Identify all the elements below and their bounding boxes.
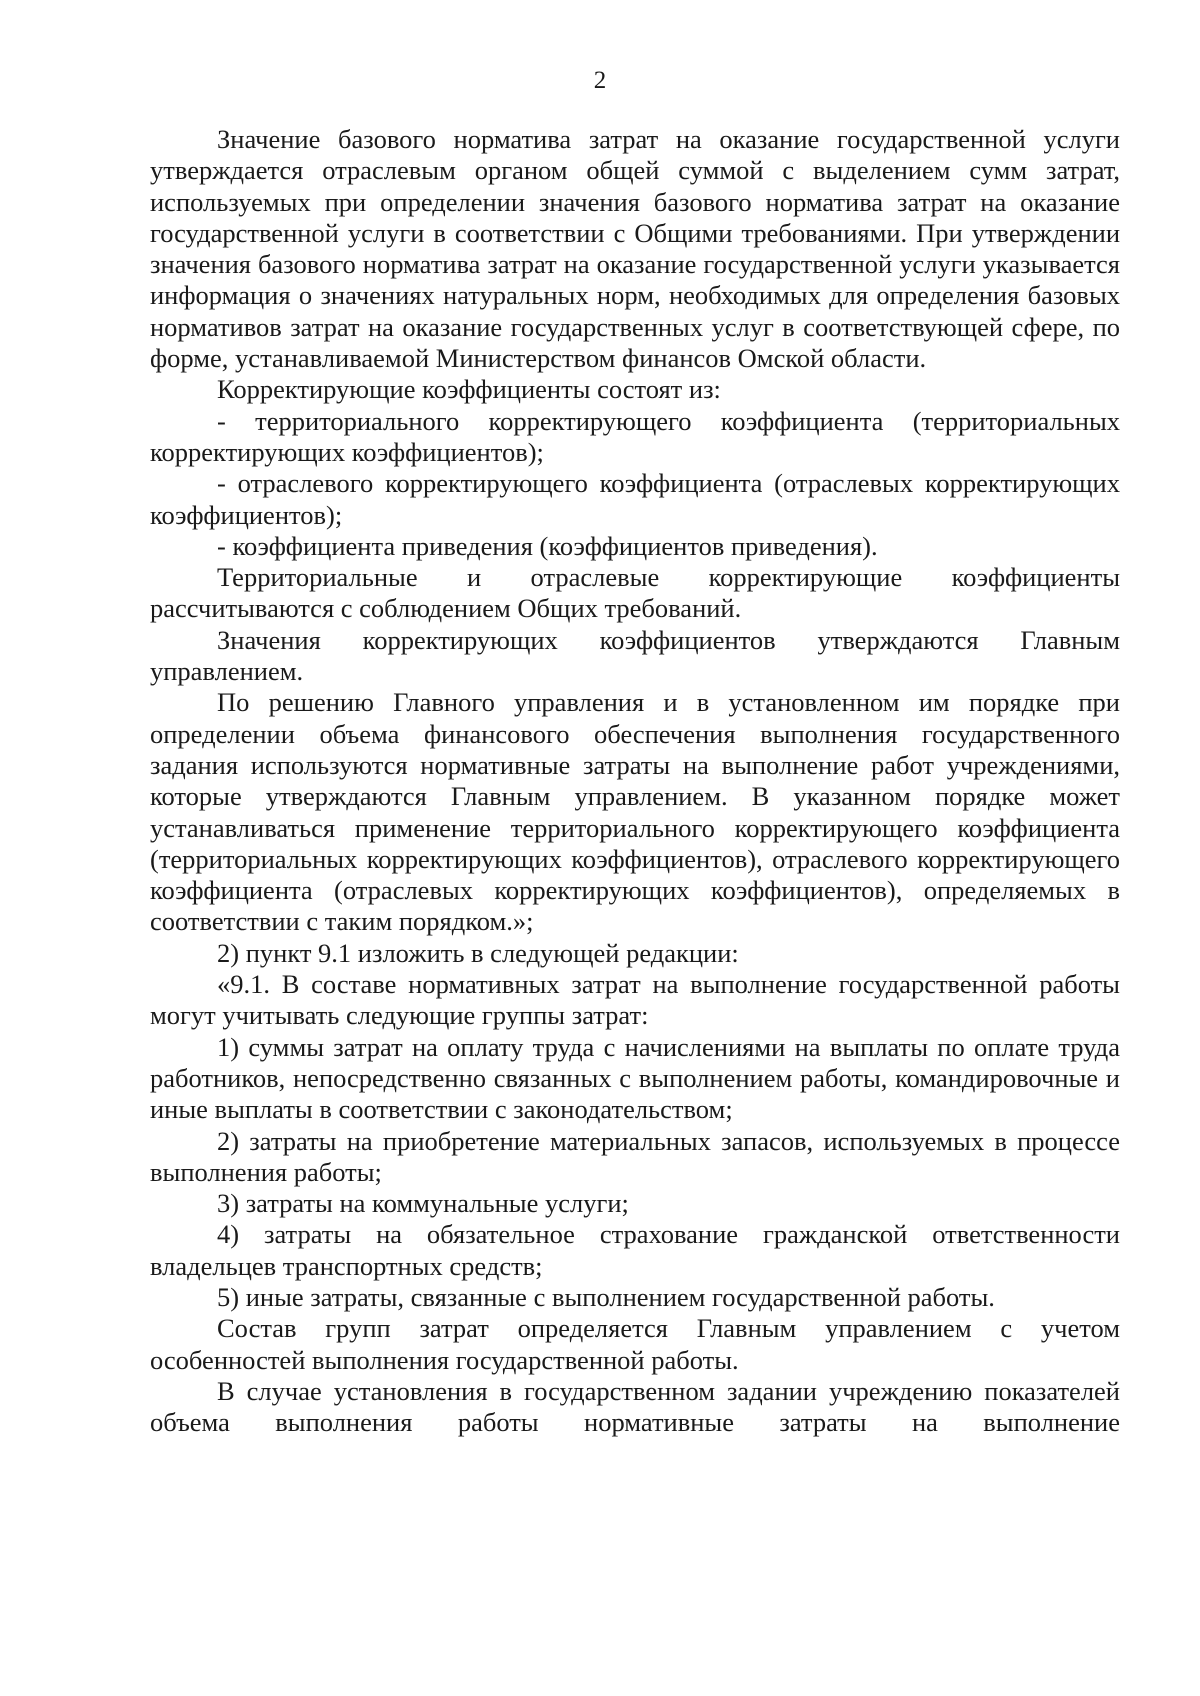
paragraph-coefficients-intro: Корректирующие коэффициенты состоят из: [217,374,721,405]
page-number: 2 [593,67,607,94]
paragraph-clause-9-1: «9.1. В составе нормативных затрат на выполнение государственной работы могут учитывать следующие группы затрат: [150,969,1120,1031]
list-item-labor-costs: 1) суммы затрат на оплату труда с начислениями на выплаты по оплате труда работников, непосредственно связанных с выполнением работы, командировочные и иные выплаты в соответствии с законодательством; [150,1031,1120,1125]
paragraph-coefficients-approval: Значения корректирующих коэффициентов утверждаются Главным управлением. [150,624,1120,687]
list-item-utility-costs: 3) затраты на коммунальные услуги; [217,1188,629,1219]
paragraph-coefficients-calculation: Территориальные и отраслевые корректирующие коэффициенты рассчитываются с соблюдением Общих требований. [150,562,1120,624]
paragraph-sectoral-coefficient: - отраслевого корректирующего коэффициента (отраслевых корректирующих коэффициентов); [150,468,1120,530]
paragraph-volume-indicators: В случае установления в государственном задании учреждению показателей объема выполнения работы нормативные затраты на выполнение [150,1375,1120,1438]
paragraph-reduction-coefficient: - коэффициента приведения (коэффициентов приведения). [217,530,878,561]
list-item-material-costs: 2) затраты на приобретение материальных запасов, используемых в процессе выполнения работы; [150,1125,1120,1187]
document-body [150,124,1120,1438]
list-item-other-costs: 5) иные затраты, связанные с выполнением государственной работы. [217,1281,995,1312]
paragraph-main-directorate-decision: По решению Главного управления и в установленном им порядке при определении объема финансового обеспечения выполнения государственного задания используются нормативные затраты на выполнение работ учреждениями, которые утверждаются Главным управлением. В указанном порядке может устанавливаться применение территориального корректирующего коэффициента (территориальных корректирующих коэффициентов), отраслевого корректирующего коэффициента (отраслевых корректирующих коэффициентов), определяемых в соответствии с таким порядком.»; [150,687,1120,937]
paragraph-base-norm-value: Значение базового норматива затрат на оказание государственной услуги утверждается отраслевым органом общей суммой с выделением сумм затрат, используемых при определении значения базового норматива затрат на оказание государственной услуги в соответствии с Общими требованиями. При утверждении значения базового норматива затрат на оказание государственной услуги указывается информация о значениях натуральных норм, необходимых для определения базовых нормативов затрат на оказание государственных услуг в соответствующей сфере, по форме, устанавливаемой Министерством финансов Омской области. [150,124,1120,374]
list-item-insurance-costs: 4) затраты на обязательное страхование гражданской ответственности владельцев транспортных средств; [150,1219,1120,1281]
paragraph-clause-9-1-amendment: 2) пункт 9.1 изложить в следующей редакции: [217,937,739,968]
paragraph-territorial-coefficient: - территориального корректирующего коэффициента (территориальных корректирующих коэффициентов); [150,405,1120,467]
paragraph-cost-groups-composition: Состав групп затрат определяется Главным управлением с учетом особенностей выполнения государственной работы. [150,1313,1120,1375]
